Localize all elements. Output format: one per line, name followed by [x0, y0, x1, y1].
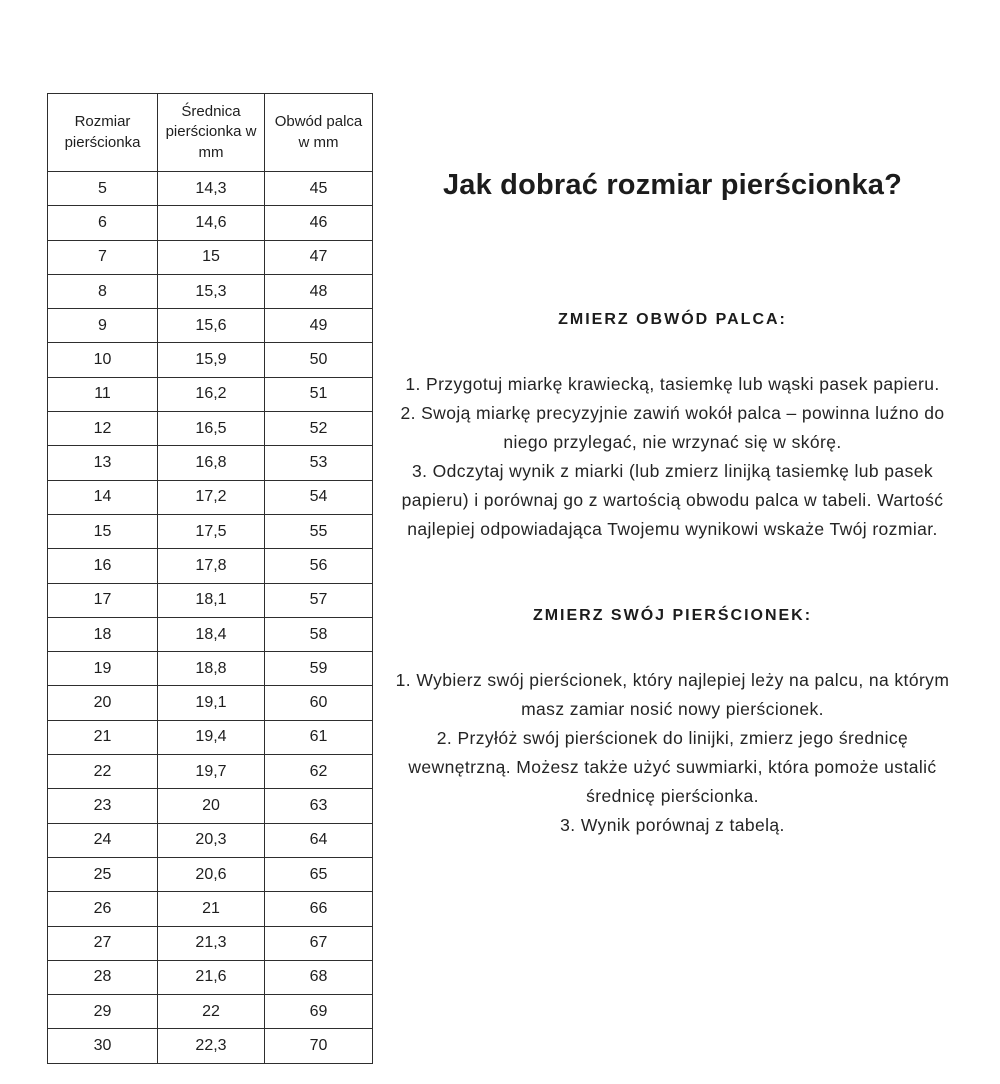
table-row — [48, 892, 373, 926]
table-row — [48, 755, 373, 789]
cell-finger-circumference: 70 — [265, 1029, 373, 1064]
cell-ring-diameter: 18,4 — [158, 617, 265, 651]
cell-ring-size: 19 — [48, 652, 158, 686]
cell-finger-circumference: 62 — [265, 755, 373, 789]
ring-size-table — [47, 93, 373, 1064]
header-finger-circumference: Obwód palca w mm — [265, 94, 373, 172]
table-row — [48, 309, 373, 343]
cell-ring-size: 29 — [48, 995, 158, 1029]
section-measure-ring — [390, 606, 955, 840]
table-row — [48, 823, 373, 857]
cell-finger-circumference: 57 — [265, 583, 373, 617]
table-row — [48, 926, 373, 960]
table-row — [48, 617, 373, 651]
cell-finger-circumference: 46 — [265, 206, 373, 240]
cell-ring-size: 18 — [48, 617, 158, 651]
cell-ring-size: 8 — [48, 274, 158, 308]
header-ring-size: Rozmiar pierścionka — [48, 94, 158, 172]
cell-ring-diameter: 21,3 — [158, 926, 265, 960]
cell-finger-circumference: 63 — [265, 789, 373, 823]
step-item: 3. Wynik porównaj z tabelą. — [560, 815, 785, 835]
step-item: 2. Przyłóż swój pierścionek do linijki, zmierz jego średnicę wewnętrzną. Możesz także użyć suwmiarki, która pomoże ustalić średnicę pierścionka. — [408, 728, 937, 806]
cell-ring-size: 25 — [48, 857, 158, 891]
table-header-row — [48, 94, 373, 172]
cell-ring-diameter: 20 — [158, 789, 265, 823]
cell-ring-diameter: 17,2 — [158, 480, 265, 514]
cell-finger-circumference: 53 — [265, 446, 373, 480]
cell-ring-size: 5 — [48, 172, 158, 206]
table-row — [48, 446, 373, 480]
instructions-column — [390, 166, 955, 840]
cell-ring-diameter: 14,3 — [158, 172, 265, 206]
table-row — [48, 583, 373, 617]
cell-ring-diameter: 17,8 — [158, 549, 265, 583]
cell-ring-size: 21 — [48, 720, 158, 754]
cell-ring-size: 24 — [48, 823, 158, 857]
table-row — [48, 412, 373, 446]
steps-measure-ring — [390, 666, 955, 840]
cell-ring-size: 6 — [48, 206, 158, 240]
table-body — [48, 172, 373, 1064]
cell-ring-diameter: 15,9 — [158, 343, 265, 377]
cell-ring-diameter: 14,6 — [158, 206, 265, 240]
cell-finger-circumference: 69 — [265, 995, 373, 1029]
cell-ring-size: 17 — [48, 583, 158, 617]
cell-ring-size: 20 — [48, 686, 158, 720]
steps-measure-finger — [390, 370, 955, 544]
section-measure-finger — [390, 310, 955, 544]
cell-finger-circumference: 56 — [265, 549, 373, 583]
cell-ring-diameter: 18,8 — [158, 652, 265, 686]
cell-ring-diameter: 15,6 — [158, 309, 265, 343]
cell-ring-diameter: 16,2 — [158, 377, 265, 411]
section-heading-measure-finger: ZMIERZ OBWÓD PALCA: — [558, 311, 787, 328]
cell-finger-circumference: 59 — [265, 652, 373, 686]
cell-ring-diameter: 20,6 — [158, 857, 265, 891]
step-item: 2. Swoją miarkę precyzyjnie zawiń wokół palca – powinna luźno do niego przylegać, nie wrzynać się w skórę. — [400, 403, 945, 452]
cell-finger-circumference: 55 — [265, 514, 373, 548]
cell-ring-diameter: 19,7 — [158, 755, 265, 789]
cell-finger-circumference: 52 — [265, 412, 373, 446]
table-row — [48, 1029, 373, 1064]
header-ring-diameter: Średnica pierścionka w mm — [158, 94, 265, 172]
step-item: 1. Wybierz swój pierścionek, który najlepiej leży na palcu, na którym masz zamiar nosić nowy pierścionek. — [395, 670, 950, 719]
cell-ring-size: 28 — [48, 960, 158, 994]
table-row — [48, 343, 373, 377]
table-row — [48, 720, 373, 754]
cell-finger-circumference: 64 — [265, 823, 373, 857]
table-row — [48, 206, 373, 240]
table-row — [48, 960, 373, 994]
cell-ring-size: 11 — [48, 377, 158, 411]
table-row — [48, 857, 373, 891]
cell-ring-size: 13 — [48, 446, 158, 480]
table-row — [48, 480, 373, 514]
table-row — [48, 549, 373, 583]
page-title: Jak dobrać rozmiar pierścionka? — [442, 169, 903, 201]
cell-ring-diameter: 16,8 — [158, 446, 265, 480]
table-row — [48, 240, 373, 274]
table-row — [48, 686, 373, 720]
cell-ring-size: 30 — [48, 1029, 158, 1064]
cell-ring-diameter: 19,1 — [158, 686, 265, 720]
step-item: 1. Przygotuj miarkę krawiecką, tasiemkę lub wąski pasek papieru. — [405, 374, 940, 394]
cell-ring-diameter: 22,3 — [158, 1029, 265, 1064]
cell-ring-size: 12 — [48, 412, 158, 446]
cell-finger-circumference: 48 — [265, 274, 373, 308]
cell-finger-circumference: 66 — [265, 892, 373, 926]
cell-ring-size: 23 — [48, 789, 158, 823]
cell-finger-circumference: 49 — [265, 309, 373, 343]
cell-ring-diameter: 17,5 — [158, 514, 265, 548]
cell-ring-size: 7 — [48, 240, 158, 274]
cell-finger-circumference: 54 — [265, 480, 373, 514]
cell-finger-circumference: 45 — [265, 172, 373, 206]
cell-ring-size: 26 — [48, 892, 158, 926]
cell-finger-circumference: 65 — [265, 857, 373, 891]
cell-ring-diameter: 21 — [158, 892, 265, 926]
cell-ring-size: 10 — [48, 343, 158, 377]
cell-finger-circumference: 50 — [265, 343, 373, 377]
cell-finger-circumference: 58 — [265, 617, 373, 651]
cell-ring-size: 14 — [48, 480, 158, 514]
cell-ring-size: 22 — [48, 755, 158, 789]
cell-ring-size: 27 — [48, 926, 158, 960]
cell-ring-size: 9 — [48, 309, 158, 343]
cell-ring-diameter: 15,3 — [158, 274, 265, 308]
table-row — [48, 514, 373, 548]
cell-ring-diameter: 21,6 — [158, 960, 265, 994]
cell-ring-diameter: 16,5 — [158, 412, 265, 446]
cell-ring-size: 15 — [48, 514, 158, 548]
table-row — [48, 274, 373, 308]
table-row — [48, 995, 373, 1029]
cell-ring-diameter: 20,3 — [158, 823, 265, 857]
table-row — [48, 377, 373, 411]
table-row — [48, 172, 373, 206]
cell-finger-circumference: 67 — [265, 926, 373, 960]
cell-finger-circumference: 47 — [265, 240, 373, 274]
table-row — [48, 789, 373, 823]
table-row — [48, 652, 373, 686]
cell-finger-circumference: 60 — [265, 686, 373, 720]
cell-finger-circumference: 68 — [265, 960, 373, 994]
cell-ring-diameter: 18,1 — [158, 583, 265, 617]
cell-ring-size: 16 — [48, 549, 158, 583]
step-item: 3. Odczytaj wynik z miarki (lub zmierz linijką tasiemkę lub pasek papieru) i porównaj go z wartością obwodu palca w tabeli. Wartość najlepiej odpowiadająca Twojemu wynikowi wskaże Twój rozmiar. — [401, 461, 944, 539]
cell-ring-diameter: 19,4 — [158, 720, 265, 754]
section-heading-measure-ring: ZMIERZ SWÓJ PIERŚCIONEK: — [532, 607, 813, 624]
cell-finger-circumference: 61 — [265, 720, 373, 754]
cell-ring-diameter: 22 — [158, 995, 265, 1029]
table-header — [48, 94, 373, 172]
cell-ring-diameter: 15 — [158, 240, 265, 274]
cell-finger-circumference: 51 — [265, 377, 373, 411]
